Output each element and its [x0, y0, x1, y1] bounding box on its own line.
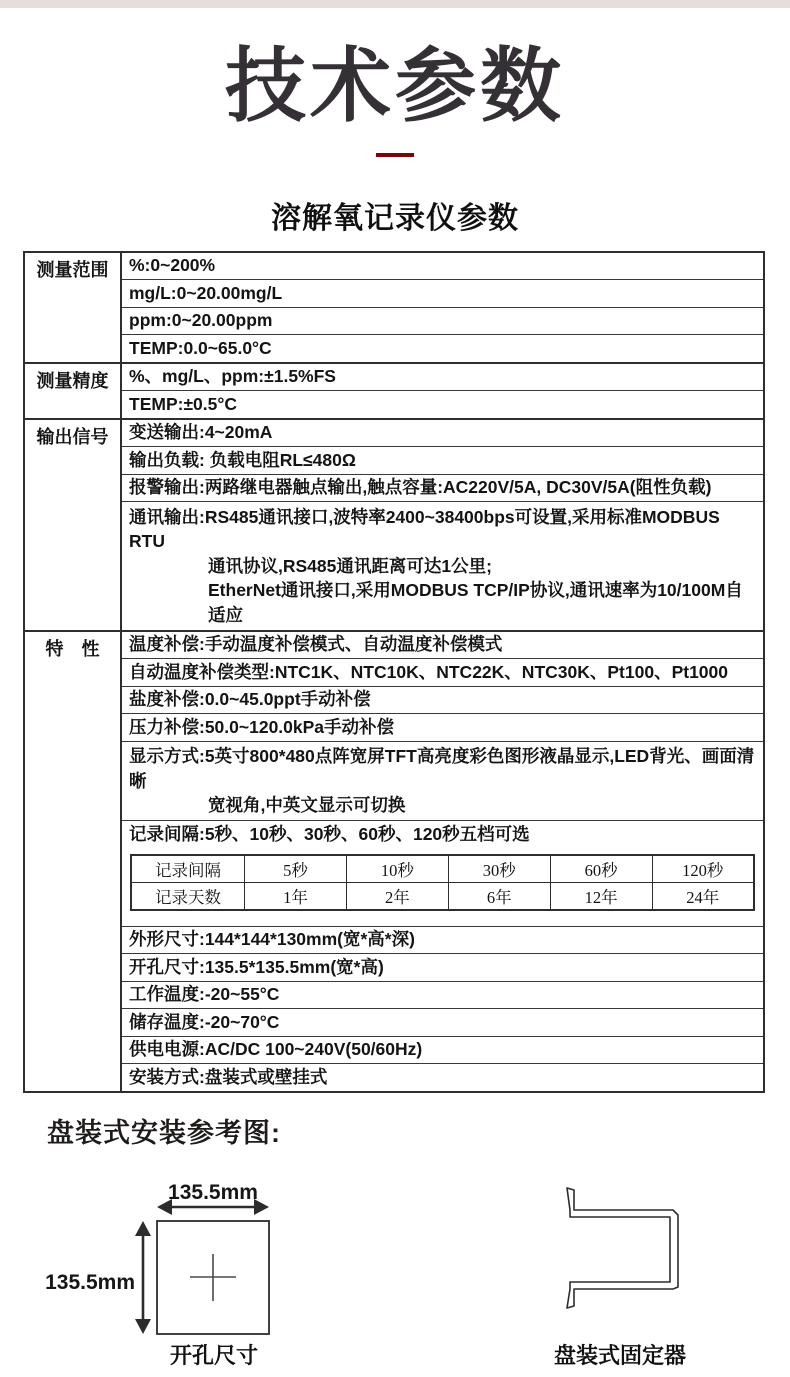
- spec-row-temp-range: TEMP:0.0~65.0°C: [122, 334, 763, 362]
- spec-row-cutout-dimensions: 开孔尺寸:135.5*135.5mm(宽*高): [122, 953, 763, 981]
- record-table-block: [122, 848, 763, 926]
- comm-line-1: 通讯输出:RS485通讯接口,波特率2400~38400bps可设置,采用标准MODBUS RTU: [129, 506, 720, 552]
- section-content: [122, 420, 763, 630]
- comm-line-3: EtherNet通讯接口,采用MODBUS TCP/IP协议,通讯速率为10/100M自适应: [208, 580, 743, 625]
- record-interval-cell: 30秒: [448, 855, 550, 883]
- spec-row-mgl-range: mg/L:0~20.00mg/L: [122, 279, 763, 307]
- display-line-1: 显示方式:5英寸800*480点阵宽屏TFT高亮度彩色图形液晶显示,LED背光、画面清晰: [129, 746, 755, 791]
- spec-row-percent-range: %:0~200%: [129, 255, 216, 276]
- spec-row-temp-compensation: 温度补偿:手动温度补偿模式、自动温度补偿模式: [129, 634, 503, 655]
- record-capacity-table: [130, 854, 755, 911]
- spec-row-salinity-compensation: 盐度补偿:0.0~45.0ppt手动补偿: [122, 686, 763, 714]
- spec-row-pressure-compensation: 压力补偿:50.0~120.0kPa手动补偿: [122, 713, 763, 741]
- record-days-row: [131, 882, 754, 910]
- record-days-cell: 1年: [245, 882, 347, 910]
- display-line-2: 宽视角,中英文显示可切换: [208, 795, 406, 816]
- spec-row-alarm-output: 报警输出:两路继电器触点输出,触点容量:AC220V/5A, DC30V/5A(阻性负载): [122, 474, 763, 502]
- panel-fixer-bracket: [567, 1188, 678, 1308]
- spec-section-accuracy: [25, 362, 763, 418]
- title-divider: [376, 153, 414, 157]
- spec-row-outer-dimensions: 外形尺寸:144*144*130mm(宽*高*深): [122, 926, 763, 954]
- comm-line-2: 通讯协议,RS485通讯距离可达1公里;: [208, 555, 492, 576]
- spec-section-output-signal: [25, 418, 763, 630]
- section-content: [122, 364, 763, 418]
- mounting-heading: 盘装式安装参考图:: [47, 1117, 281, 1148]
- spec-row-display-mode: [122, 741, 763, 821]
- fixer-caption: 盘装式固定器: [553, 1342, 686, 1368]
- spec-section-features: [25, 630, 763, 1091]
- record-interval-cell: 120秒: [652, 855, 754, 883]
- spec-row-transmit-output: 变送输出:4~20mA: [129, 422, 273, 443]
- spec-row-accuracy-temp: TEMP:±0.5°C: [122, 390, 763, 418]
- record-days-cell: 6年: [448, 882, 550, 910]
- crosshair-mark: [190, 1254, 236, 1301]
- row-label-features: 特 性: [25, 632, 122, 1091]
- spec-row-accuracy-fs: %、mg/L、ppm:±1.5%FS: [129, 366, 336, 387]
- record-days-cell: 24年: [652, 882, 754, 910]
- record-days-cell: 2年: [346, 882, 448, 910]
- page-title: 技术参数: [224, 42, 565, 132]
- spec-section-measure-range: [25, 253, 763, 362]
- spec-row-mounting-type: 安装方式:盘装式或壁挂式: [122, 1063, 763, 1091]
- spec-row-storage-temp: 储存温度:-20~70°C: [122, 1008, 763, 1036]
- record-interval-cell: 记录间隔: [131, 855, 245, 883]
- hole-height-label: 135.5mm: [45, 1270, 135, 1294]
- spec-table: [23, 251, 765, 1093]
- spec-row-ppm-range: ppm:0~20.00ppm: [122, 307, 763, 335]
- record-days-cell: 记录天数: [131, 882, 245, 910]
- record-interval-cell: 10秒: [346, 855, 448, 883]
- row-label-output-signal: 输出信号: [25, 420, 122, 630]
- vertical-dimension-arrow-icon: [135, 1221, 151, 1334]
- top-accent-bar: [0, 0, 790, 8]
- hole-caption: 开孔尺寸: [169, 1342, 258, 1368]
- spec-row-comm-output: [122, 501, 763, 630]
- section-content: [122, 253, 763, 362]
- record-interval-row: [131, 855, 754, 883]
- panel-fixer-diagram: [550, 1179, 690, 1319]
- row-label-measure-range: 测量范围: [25, 253, 122, 362]
- mounting-reference-section: [0, 1095, 790, 1371]
- record-days-cell: 12年: [550, 882, 652, 910]
- record-interval-cell: 60秒: [550, 855, 652, 883]
- spec-row-working-temp: 工作温度:-20~55°C: [122, 981, 763, 1009]
- record-interval-cell: 5秒: [245, 855, 347, 883]
- section-content: [122, 632, 763, 1091]
- section-subtitle: 溶解氧记录仪参数: [271, 201, 519, 235]
- spec-row-record-interval: 记录间隔:5秒、10秒、30秒、60秒、120秒五档可选: [122, 820, 763, 848]
- row-label-accuracy: 测量精度: [25, 364, 122, 418]
- spec-row-output-load: 输出负载: 负载电阻RL≤480Ω: [122, 446, 763, 474]
- hole-width-label: 135.5mm: [168, 1180, 258, 1204]
- spec-row-power-supply: 供电电源:AC/DC 100~240V(50/60Hz): [122, 1036, 763, 1064]
- spec-row-auto-temp-types: 自动温度补偿类型:NTC1K、NTC10K、NTC22K、NTC30K、Pt100、Pt1000: [122, 658, 763, 686]
